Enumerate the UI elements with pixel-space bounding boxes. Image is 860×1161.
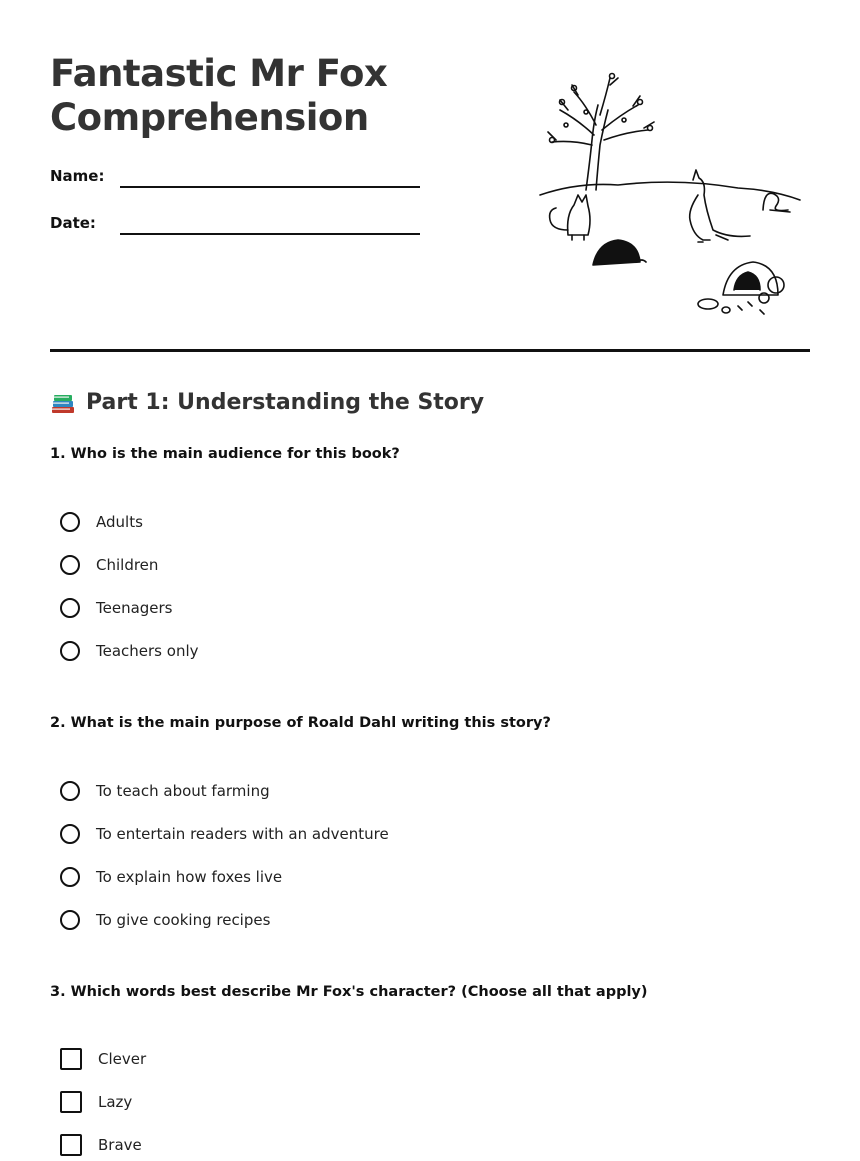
question-3: 3. Which words best describe Mr Fox's character? (Choose all that apply) (50, 984, 648, 1000)
part1-heading-text: Part 1: Understanding the Story (86, 390, 485, 415)
q3-option-clever[interactable] (60, 1046, 146, 1072)
radio-button[interactable] (60, 641, 80, 661)
q1-option-teachers-only[interactable] (60, 638, 199, 664)
q1-option-children[interactable] (60, 552, 158, 578)
name-label: Name: (50, 167, 105, 185)
option-label: To teach about farming (96, 782, 270, 800)
q2-option-farming[interactable] (60, 778, 270, 804)
radio-button[interactable] (60, 910, 80, 930)
name-input-line[interactable] (120, 186, 420, 188)
option-label: To entertain readers with an adventure (96, 825, 389, 843)
page-title (50, 52, 387, 140)
q3-option-brave[interactable] (60, 1132, 142, 1158)
q2-option-entertain[interactable] (60, 821, 389, 847)
radio-button[interactable] (60, 824, 80, 844)
option-label: Lazy (98, 1093, 133, 1111)
checkbox[interactable] (60, 1091, 82, 1113)
option-label: Clever (98, 1050, 147, 1068)
radio-button[interactable] (60, 598, 80, 618)
checkbox[interactable] (60, 1134, 82, 1156)
radio-button[interactable] (60, 555, 80, 575)
title-line-1: Fantastic Mr Fox (50, 52, 388, 95)
option-label: Teenagers (96, 599, 173, 617)
worksheet-page (50, 0, 810, 1161)
title-line-2: Comprehension (50, 96, 369, 139)
q3-option-lazy[interactable] (60, 1089, 132, 1115)
option-label: Teachers only (96, 642, 199, 660)
q2-option-recipes[interactable] (60, 907, 270, 933)
option-label: To explain how foxes live (96, 868, 283, 886)
question-1: 1. Who is the main audience for this book? (50, 446, 400, 462)
books-icon (50, 390, 76, 416)
option-label: Brave (98, 1136, 142, 1154)
date-field[interactable] (50, 213, 430, 243)
part1-heading (50, 388, 484, 418)
q1-option-teenagers[interactable] (60, 595, 173, 621)
q2-option-foxes[interactable] (60, 864, 282, 890)
fox-story-illustration (538, 70, 803, 320)
name-field[interactable] (50, 166, 430, 196)
radio-button[interactable] (60, 867, 80, 887)
checkbox[interactable] (60, 1048, 82, 1070)
date-input-line[interactable] (120, 233, 420, 235)
option-label: Adults (96, 513, 143, 531)
q1-option-adults[interactable] (60, 509, 143, 535)
date-label: Date: (50, 214, 96, 232)
question-2: 2. What is the main purpose of Roald Dahl writing this story? (50, 715, 551, 731)
option-label: To give cooking recipes (96, 911, 271, 929)
radio-button[interactable] (60, 781, 80, 801)
header-divider (50, 349, 810, 352)
radio-button[interactable] (60, 512, 80, 532)
option-label: Children (96, 556, 159, 574)
